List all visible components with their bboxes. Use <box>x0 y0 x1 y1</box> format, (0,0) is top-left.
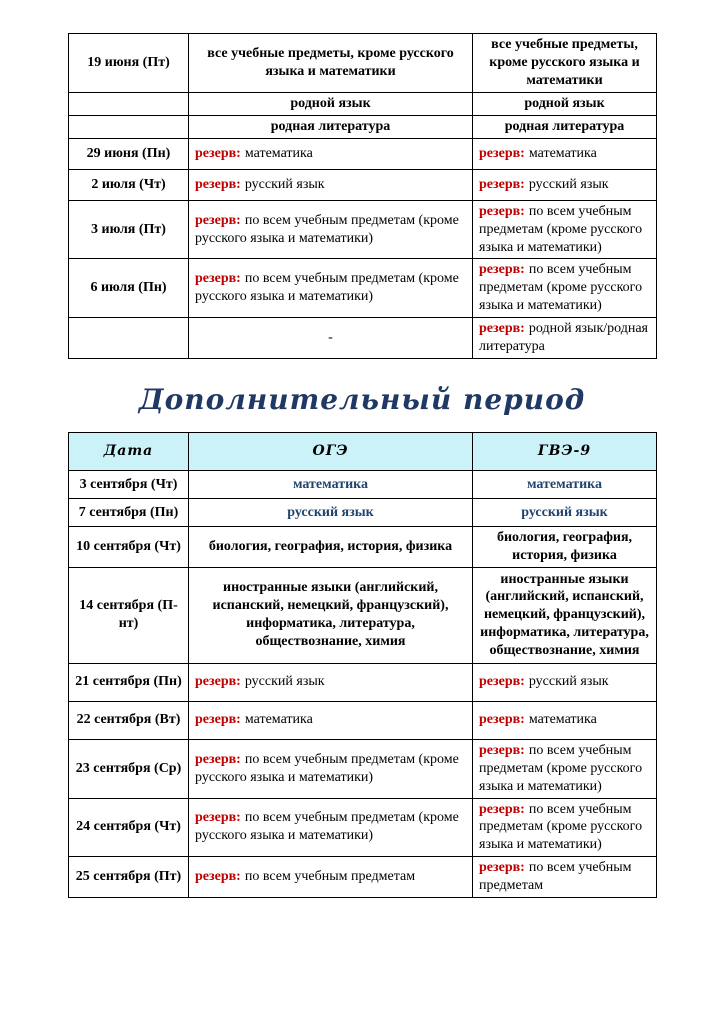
date-cell <box>69 318 189 359</box>
date-cell: 10 сентября (Чт) <box>69 526 189 567</box>
table-row <box>69 739 657 798</box>
reserve-label: резерв: <box>479 801 525 817</box>
exam-text: по всем учебным предметам (кроме русского языка и математики) <box>195 751 459 785</box>
exam-text: по всем учебным предметам (кроме русского языка и математики) <box>479 262 643 314</box>
reserve-label: резерв: <box>195 145 241 161</box>
date-cell: 24 сентября (Чт) <box>69 798 189 857</box>
oge-cell <box>189 798 473 857</box>
exam-text: математика <box>244 145 313 161</box>
oge-cell: все учебные предметы, кроме русского языка и математики <box>189 34 473 93</box>
table-row <box>69 115 657 138</box>
oge-cell <box>189 259 473 318</box>
gve-cell: родная литература <box>473 115 657 138</box>
exam-text: по всем учебным предметам <box>244 869 416 885</box>
reserve-label: резерв: <box>479 145 525 161</box>
gve-cell <box>473 169 657 200</box>
date-cell: 14 сентября (П-нт) <box>69 567 189 663</box>
date-cell: 22 сентября (Вт) <box>69 701 189 739</box>
oge-cell: - <box>189 318 473 359</box>
exam-text: по всем учебным предметам (кроме русского языка и математики) <box>195 810 459 844</box>
oge-cell <box>189 739 473 798</box>
date-cell: 19 июня (Пт) <box>69 34 189 93</box>
table-row <box>69 567 657 663</box>
table-row <box>69 169 657 200</box>
oge-cell: родной язык <box>189 92 473 115</box>
table-header-row <box>69 432 657 470</box>
exam-text: русский язык <box>528 674 609 690</box>
oge-cell <box>189 169 473 200</box>
reserve-label: резерв: <box>479 262 525 278</box>
oge-cell: родная литература <box>189 115 473 138</box>
oge-cell <box>189 663 473 701</box>
oge-cell: русский язык <box>189 498 473 526</box>
gve-cell: русский язык <box>473 498 657 526</box>
table-row <box>69 34 657 93</box>
date-cell <box>69 115 189 138</box>
gve-cell <box>473 798 657 857</box>
reserve-label: резерв: <box>479 203 525 219</box>
table-row <box>69 798 657 857</box>
gve-cell <box>473 259 657 318</box>
gve-cell: иностранные языки (английский, испанский, немецкий, французский), информатика, литература, обществознание, химия <box>473 567 657 663</box>
gve-cell: родной язык <box>473 92 657 115</box>
reserve-label: резерв: <box>479 321 525 337</box>
gve-cell: все учебные предметы, кроме русского языка и математики <box>473 34 657 93</box>
date-cell: 3 июля (Пт) <box>69 200 189 259</box>
date-cell: 2 июля (Чт) <box>69 169 189 200</box>
gve-cell <box>473 701 657 739</box>
gve-cell <box>473 663 657 701</box>
reserve-label: резерв: <box>195 712 241 728</box>
table-row <box>69 470 657 498</box>
gve-cell <box>473 857 657 898</box>
reserve-label: резерв: <box>195 176 241 192</box>
section-title: Дополнительный период <box>138 382 586 416</box>
table-row <box>69 701 657 739</box>
date-cell: 29 июня (Пн) <box>69 138 189 169</box>
reserve-label: резерв: <box>479 860 525 876</box>
table-row <box>69 259 657 318</box>
exam-text: по всем учебным предметам (кроме русского языка и математики) <box>479 742 643 794</box>
exam-text: русский язык <box>528 176 609 192</box>
reserve-label: резерв: <box>195 674 241 690</box>
reserve-label: резерв: <box>195 212 241 228</box>
exam-text: по всем учебным предметам (кроме русского языка и математики) <box>195 212 459 246</box>
table-row <box>69 138 657 169</box>
exam-text: математика <box>244 712 313 728</box>
reserve-label: резерв: <box>479 742 525 758</box>
reserve-label: резерв: <box>195 271 241 287</box>
gve-cell: математика <box>473 470 657 498</box>
table-row <box>69 857 657 898</box>
exam-text: русский язык <box>244 674 325 690</box>
reserve-label: резерв: <box>479 712 525 728</box>
table-row <box>69 663 657 701</box>
oge-cell: биология, география, история, физика <box>189 526 473 567</box>
date-cell: 3 сентября (Чт) <box>69 470 189 498</box>
gve-cell <box>473 318 657 359</box>
oge-cell <box>189 857 473 898</box>
date-cell: 25 сентября (Пт) <box>69 857 189 898</box>
exam-text: русский язык <box>244 176 325 192</box>
reserve-label: резерв: <box>195 869 241 885</box>
oge-cell: иностранные языки (английский, испанский, немецкий, французский), информатика, литература, обществознание, химия <box>189 567 473 663</box>
reserve-label: резерв: <box>479 674 525 690</box>
gve-cell <box>473 200 657 259</box>
exam-text: родной язык/родная литература <box>479 321 648 355</box>
table-row <box>69 200 657 259</box>
table-row <box>69 498 657 526</box>
main-period-table <box>68 33 657 359</box>
oge-cell <box>189 701 473 739</box>
exam-text: по всем учебным предметам (кроме русского языка и математики) <box>195 271 459 305</box>
exam-text: математика <box>528 145 597 161</box>
exam-text: по всем учебным предметам (кроме русского языка и математики) <box>479 203 643 255</box>
date-cell: 7 сентября (Пн) <box>69 498 189 526</box>
reserve-label: резерв: <box>479 176 525 192</box>
date-cell: 6 июля (Пн) <box>69 259 189 318</box>
oge-cell <box>189 138 473 169</box>
header-date: Дата <box>69 432 189 470</box>
table-row <box>69 526 657 567</box>
header-gve: ГВЭ-9 <box>473 432 657 470</box>
header-oge: ОГЭ <box>189 432 473 470</box>
additional-period-table <box>68 432 657 898</box>
exam-text: по всем учебным предметам (кроме русского языка и математики) <box>479 801 643 853</box>
date-cell: 21 сентября (Пн) <box>69 663 189 701</box>
table-row <box>69 92 657 115</box>
date-cell: 23 сентября (Ср) <box>69 739 189 798</box>
gve-cell <box>473 739 657 798</box>
gve-cell: биология, география, история, физика <box>473 526 657 567</box>
oge-cell <box>189 200 473 259</box>
date-cell <box>69 92 189 115</box>
oge-cell: математика <box>189 470 473 498</box>
exam-text: по всем учебным предметам <box>479 860 632 894</box>
table-row <box>69 318 657 359</box>
exam-text: математика <box>528 712 597 728</box>
reserve-label: резерв: <box>195 810 241 826</box>
reserve-label: резерв: <box>195 751 241 767</box>
gve-cell <box>473 138 657 169</box>
